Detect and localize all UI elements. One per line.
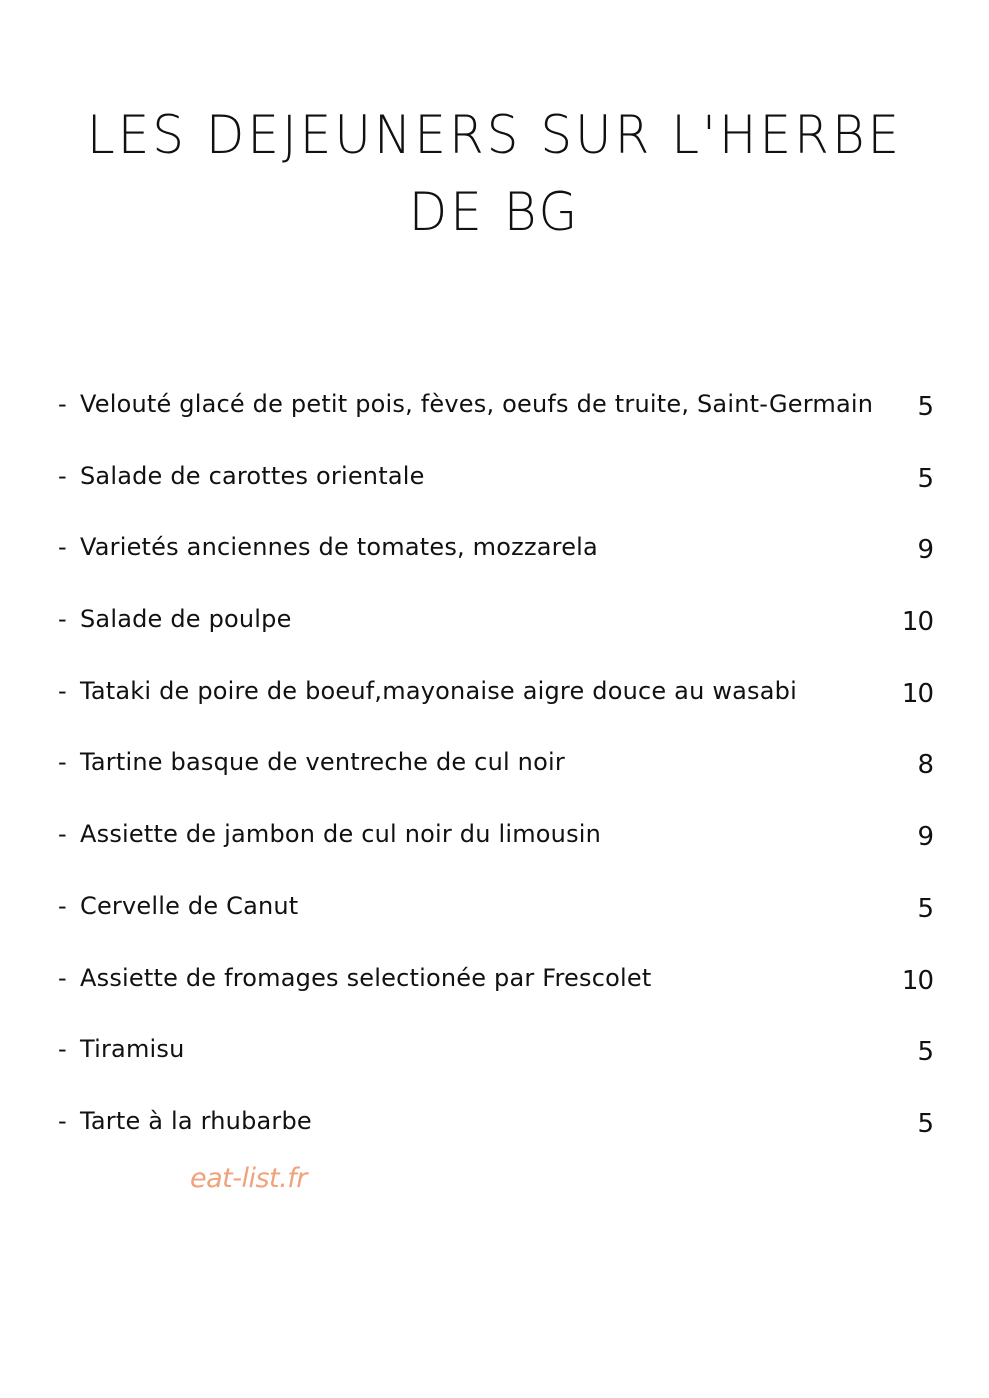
menu-item-bullet: - [58, 1035, 67, 1064]
menu-item [58, 880, 933, 952]
menu-item-bullet: - [58, 1106, 67, 1135]
menu-item-name: Varietés anciennes de tomates, mozzarela [80, 533, 598, 562]
menu-item-price: 10 [901, 965, 933, 996]
menu-item-name: Tartine basque de ventreche de cul noir [80, 748, 565, 777]
menu-item-price: 5 [917, 1108, 933, 1139]
menu-item-price: 8 [917, 750, 933, 781]
menu-item-price: 10 [901, 607, 933, 638]
menu-item-price: 5 [917, 1037, 933, 1068]
menu-item-bullet: - [58, 390, 67, 418]
menu-item-name: Salade de carottes orientale [80, 461, 425, 490]
menu-item-price: 5 [917, 893, 933, 924]
menu-item [58, 450, 933, 522]
menu-item [58, 952, 933, 1024]
menu-item-bullet: - [58, 820, 67, 849]
menu-item-name: Cervelle de Canut [80, 891, 299, 920]
menu-item-bullet: - [58, 676, 67, 705]
menu-item-bullet: - [58, 748, 67, 777]
menu-item-name: Tiramisu [80, 1035, 185, 1064]
menu-title-line-2: DE BG [408, 181, 581, 243]
menu-item-name: Assiette de fromages selectionée par Frescolet [80, 963, 652, 992]
menu-item-bullet: - [58, 533, 67, 562]
menu-item-price: 9 [917, 535, 933, 566]
menu-item-name: Salade de poulpe [80, 605, 292, 634]
menu-item [58, 378, 933, 450]
menu-item-bullet: - [58, 605, 67, 634]
menu-item-bullet: - [58, 963, 67, 992]
menu-item-price: 10 [901, 678, 933, 709]
menu-item [58, 1095, 933, 1167]
menu-item [58, 521, 933, 593]
menu-item-name: Assiette de jambon de cul noir du limousin [80, 820, 602, 849]
menu-item-bullet: - [58, 891, 67, 920]
menu-item-price: 9 [917, 822, 933, 853]
watermark-text[interactable]: eat-list.fr [190, 1163, 307, 1194]
menu-item-name: Tataki de poire de boeuf,mayonaise aigre douce au wasabi [80, 676, 797, 705]
menu-title-line-1: LES DEJEUNERS SUR L'HERBE [86, 104, 903, 166]
menu-item [58, 665, 933, 737]
menu-item-name: Velouté glacé de petit pois, fèves, oeufs de truite, Saint-Germain [80, 390, 874, 418]
menu-item-list [58, 378, 933, 1167]
menu-item-name: Tarte à la rhubarbe [80, 1106, 312, 1135]
menu-item-price: 5 [917, 392, 933, 422]
menu-item-price: 5 [917, 463, 933, 494]
menu-item [58, 736, 933, 808]
menu-item [58, 808, 933, 880]
menu-item [58, 593, 933, 665]
menu-item-bullet: - [58, 461, 67, 490]
menu-item [58, 1023, 933, 1095]
